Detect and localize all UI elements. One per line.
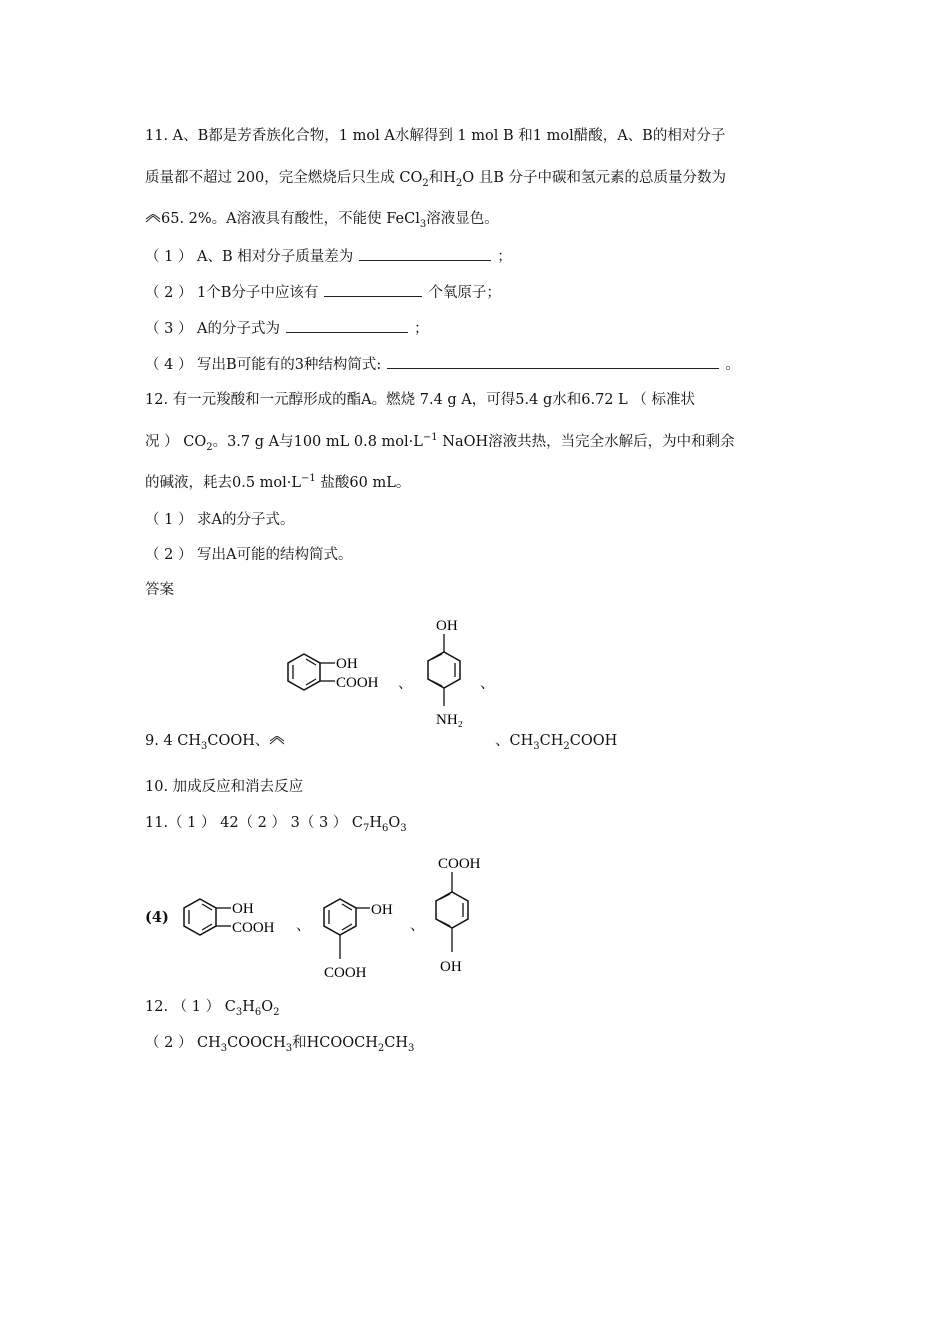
structure-p-aminophenol (418, 614, 488, 748)
angle-mark-icon (269, 736, 285, 746)
answer-blank[interactable] (324, 282, 422, 297)
oh-label: OH (436, 618, 458, 634)
answer-12-part1: 12. （ 1 ） $C_3H_6O_2$ (145, 999, 280, 1018)
oh-label: OH (371, 902, 393, 918)
separator: 、 (410, 918, 425, 934)
answer-blank[interactable] (359, 246, 491, 261)
answer-11-part4-label: (4) (145, 909, 169, 926)
q12-line1: 12. 有一元羧酸和一元醇形成的酯A。燃烧 7.4 g A，可得5.4 g水和6.72 L （ 标准状 (145, 392, 695, 408)
answer-10: 10. 加成反应和消去反应 (145, 779, 304, 795)
structure-3-hydroxybenzoic-acid (310, 893, 410, 997)
angle-mark-icon (145, 214, 161, 224)
oh-label: OH (336, 656, 358, 672)
q11-line3: 65. 2%。A溶液具有酸性，不能使 FeCl$_3$溶液显色。 (145, 209, 499, 229)
separator: 、 (296, 918, 311, 934)
structure-4-hydroxybenzoic-acid (420, 852, 510, 992)
separator: 、 (398, 676, 413, 692)
separator: 、 (480, 676, 495, 692)
answer-blank[interactable] (286, 318, 408, 333)
answer-9: 9. 4 $CH_3COOH$、 (145, 731, 285, 751)
cooh-label: COOH (438, 856, 481, 872)
cooh-label: COOH (324, 965, 367, 981)
q12-line2: 况 ） $CO_2$。3.7 g A与100 mL 0.8 $mol\cdot L^{-1}$ NaOH溶液共热，当完全水解后，为中和剩余 (145, 432, 735, 453)
oh-label: OH (440, 959, 462, 975)
structure-salicylic-acid (280, 648, 400, 708)
q11-part4: （ 4 ） 写出B可能有的3种结构简式: 。 (145, 354, 740, 375)
q11-line2: 质量都不超过 200，完全燃烧后只生成 $CO_2$和$H_2O$ 且B 分子中碳和氢元素的总质量分数为 (145, 170, 727, 189)
q12-part2: （ 2 ） 写出A可能的结构简式。 (145, 547, 353, 563)
structure-salicylic-acid-b (176, 893, 296, 953)
q12-line3: 的碱液，耗去0.5 $mol\cdot L^{-1}$ 盐酸60 mL。 (145, 473, 411, 491)
q11-part3: （ 3 ） A的分子式为 ； (145, 318, 429, 339)
answer-12-part2: （ 2 ） $CH_3COOCH_3$和$HCOOCH_2CH_3$ (145, 1035, 415, 1054)
answer-11: 11.（ 1 ） 42（ 2 ） 3（ 3 ） $C_7H_6O_3$ (145, 815, 407, 834)
answers-heading: 答案 (145, 582, 174, 598)
q11-part1: （ 1 ） A、B 相对分子质量差为 ； (145, 246, 512, 267)
q11-part2: （ 2 ） 1个B分子中应该有 个氧原子； (145, 282, 501, 303)
cooh-label: COOH (232, 920, 275, 936)
q11-line1: 11. A、B都是芳香族化合物，1 mol A水解得到 1 mol B 和1 mol醋酸，A、B的相对分子 (145, 128, 726, 144)
q12-part1: （ 1 ） 求A的分子式。 (145, 512, 295, 528)
answer-blank[interactable] (387, 354, 719, 369)
nh2-label: NH₂ (436, 712, 463, 728)
cooh-label: COOH (336, 675, 379, 691)
oh-label: OH (232, 901, 254, 917)
answer-9-tail: 、$CH_3CH_2COOH$ (495, 733, 618, 752)
